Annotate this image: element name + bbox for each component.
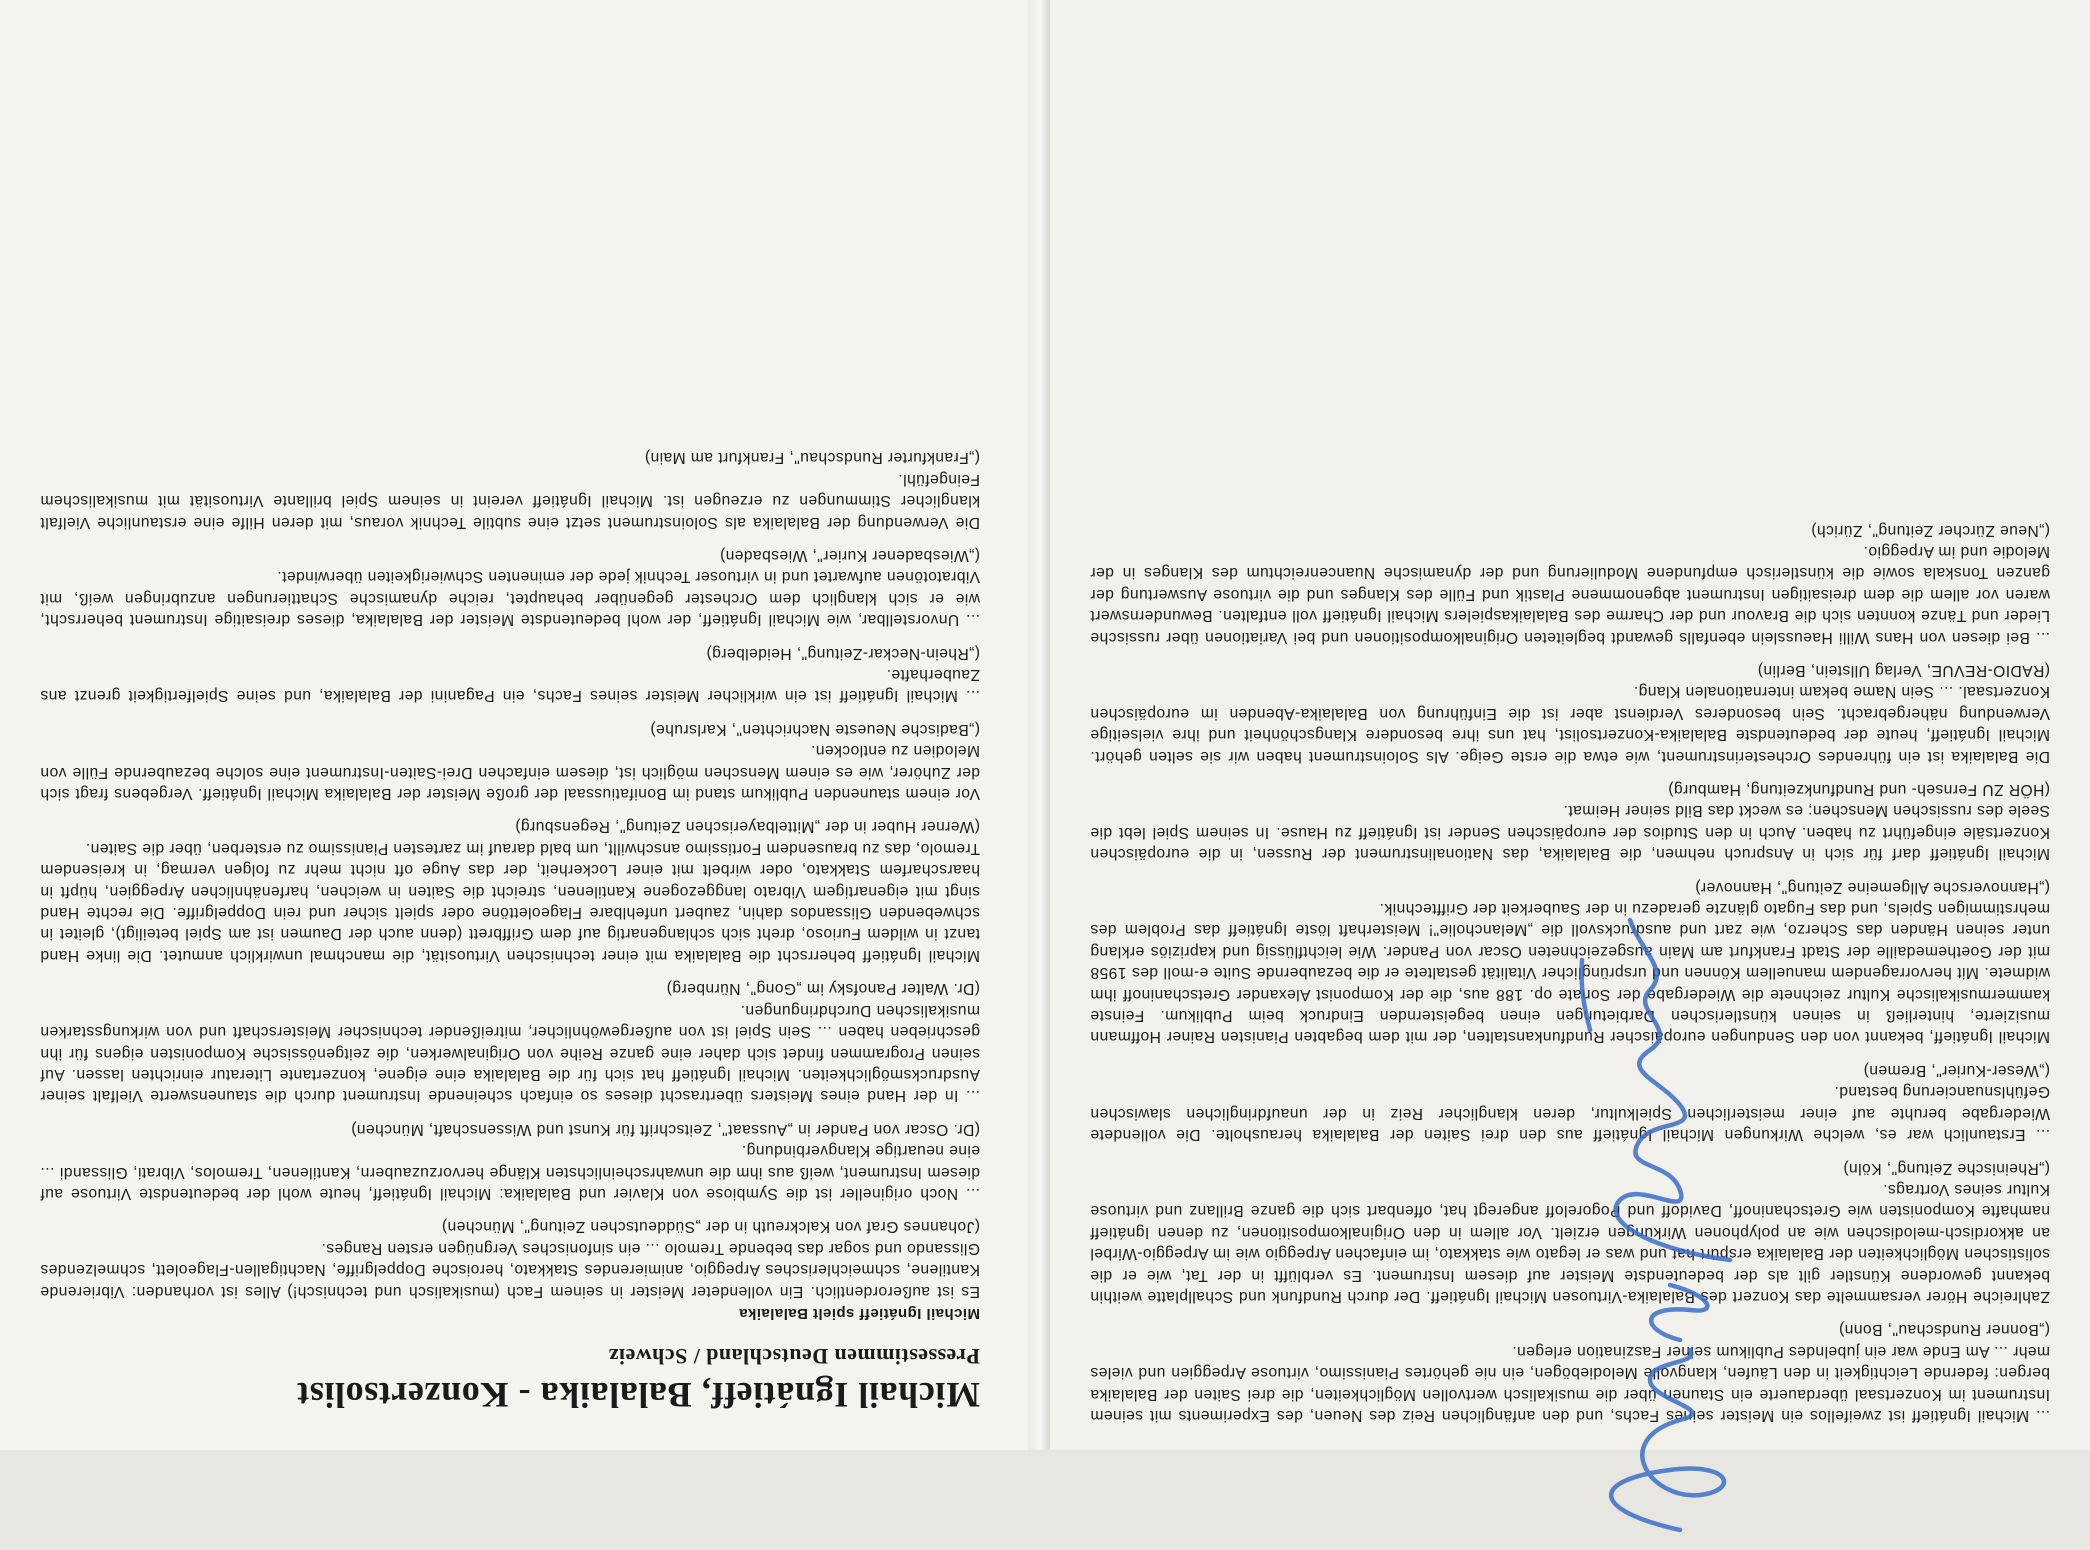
review-source: (Werner Huber in der „Mittelbayerischen Zeitung", Regensburg) xyxy=(514,818,980,836)
review-text: Michail Ignátieff darf für sich in Anspruch nehmen, die Balalaika, das Nationalinstrument der Russen, in die europäischen Konzertsäle eingeführt zu haben. Auch in den Studios der europäischen Sender ist Ignátieff zu Hause. In seinem Spiel lebt die Seele des russischen Menschen; es weckt das Bild seiner Heimat. xyxy=(1090,802,2050,863)
review-entry xyxy=(40,978,980,1106)
review-entry xyxy=(40,1118,980,1204)
review-entry xyxy=(1090,519,2050,647)
review-entry xyxy=(40,718,980,804)
review-text: ... Michail Ignátieff ist ein wirklicher Meister seines Fachs, ein Paganini der Balalaika, und seine Spielfertigkeit grenzt ans Zauberhafte. xyxy=(40,666,980,705)
review-source: („Badische Neueste Nachrichten", Karlsruhe) xyxy=(650,720,980,738)
review-entry xyxy=(1090,779,2050,865)
review-source: („Bonner Rundschau", Bonn) xyxy=(1838,1321,2050,1339)
review-text: ... Bei diesen von Hans Willi Haeusslein ebenfalls gewandt begleiteten Originalkompositionen und bei Variationen über russische Lieder und Tänze konnten sich die Bravour und der Charme des Balalaikaspielers Michail Ignátieff voll entfalten. Bewundernswert waren vor allem die dem dreisaitigen Instrument abgenommene Plastik und Fülle des Klanges und die virtuose Auswertung der ganzen Tonskala sowie die künstlerisch empfundene Modulierung und der dynamische Nuancenreichtum des Klanges in der Melodie und im Arpeggio. xyxy=(1090,542,2050,646)
review-entry xyxy=(40,816,980,966)
review-text: ... Erstaunlich war es, welche Wirkungen Michail Ignátieff aus den drei Saiten der Balalaika herausholte. Die vollendete Wiedergabe beruhte auf einer meisterlichen Spielkultur, deren klanglicher Reiz in der unaufdringlichen slawischen Gefühlsnuancierung bestand. xyxy=(1090,1083,2050,1144)
review-text: Die Verwendung der Balalaika als Soloinstrument setzt eine subtile Technik voraus, mit deren Hilfe eine erstaunliche Vielfalt klanglicher Stimmungen zu erzeugen ist. Michail Ignátieff vereint in seinem Spiel brillante Virtuosität mit musikalischem Feingefühl. xyxy=(40,470,980,531)
signature-mark xyxy=(1530,890,1790,1550)
review-source: (RADIO-REVUE, Verlag Ullstein, Berlin) xyxy=(1757,662,2050,679)
review-source: („Hannoversche Allgemeine Zeitung", Hannover) xyxy=(1694,878,2050,896)
review-source: („Rhein-Neckar-Zeitung", Heidelberg) xyxy=(706,644,980,662)
page-title: Michail Ignátieff, Balalaika - Konzertsolist xyxy=(296,1375,980,1415)
review-source: (HÖR ZU Fernseh- und Rundfunkzeitung, Hamburg) xyxy=(1667,781,2050,799)
review-text: Die Balalaika ist ein führendes Orchesterinstrument, wie etwa die erste Geige. Als Soloinstrument haben wir sie selten gehört. Michail Ignátieff, heute der bedeutendste Balalaika-Konzertsolist, hat uns ihre besondere Klangschönheit und ihre vielseitige Verwendung nähergebracht. Sein besonderes Verdienst aber ist die Einführung von Balalaika-Abenden im europäischen Konzertsaal. ... Sein Name bekam internationalen Klang. xyxy=(1090,683,2050,765)
review-entry xyxy=(40,447,980,533)
review-source: („Frankfurter Rundschau", Frankfurt am Main) xyxy=(644,449,980,467)
review-entry xyxy=(40,642,980,706)
review-text: ... In der Hand eines Meisters übertrascht dieses so einfach scheinende Instrument durch die staunenswerte Vielfalt seiner Ausdrucksmöglichkeiten. Michail Ignátieff hat sich für die Balalaika eine eigene, konzertante Literatur einrichten lassen. Auf seinen Programmen findet sich daher eine ganze Reihe von Originalwerken, die zeitgenössische Komponisten eigens für ihn geschrieben haben ... Sein Spiel ist von außergewöhnlicher, mitreißender technischer Meisterschaft und von wirkungsstarken musikalischen Durchdringungen. xyxy=(40,1001,980,1105)
section-heading: Michail Ignátieff spielt Balalaika xyxy=(738,1305,980,1322)
review-source: („Neue Zürcher Zeitung", Zürich) xyxy=(1810,521,2050,539)
page-subtitle: Pressestimmen Deutschland / Schweiz xyxy=(608,1344,980,1369)
right-reviews xyxy=(40,447,980,1302)
review-text: Zahlreiche Hörer versammelte das Konzert des Balalaika-Virtuosen Michail Ignátieff. Der durch Rundfunk und Schallplatte weithin bekannt gewordene Künstler gilt als der bedeutendste Meister auf diesem Instrument. Es verblüfft in der Tat, wie er die solistischen Möglichkeiten der Balalaika erspürt hat und was er legato wie stakkato, im einfachen Arpeggio wie im Arpeggio-Wirbel an akkordisch-melodischen wie an polyphonen Wirkungen erzielt. Vor allem in den Originalkompositionen, zu denen Ignátieff namhafte Komponisten wie Gretschaninoff, Davidoff und Pogoreloff angeregt hat, offenbart sich die ganze Brillanz und virtuose Kultur seines Vortrags. xyxy=(1090,1180,2050,1305)
review-text: ... Noch origineller ist die Symbiose von Klavier und Balalaika: Michail Ignátieff, heute wohl der bedeutendste Virtuose auf diesem Instrument, weiß aus ihm die unwahrscheinlichsten Klänge hervorzuzaubern, Kantilenen, Tremolos, Vibrati, Glissandi ... eine neuartige Klangverbindung. xyxy=(40,1142,980,1202)
review-text: Es ist außerordentlich. Ein vollendeter Meister in seinem Fach (musikalisch und technisch!) Alles ist vorhanden: Vibrierende Kantilene, schmeichlerisches Arpeggio, animierendes Stakkato, heroische Doppelgriffe, Nachtigallen-Flageolett, schmelzendes Glissando und sogar das bebende Tremolo ... ein sinfonisches Vergnügen ersten Ranges. xyxy=(40,1239,980,1300)
review-entry xyxy=(1090,660,2050,767)
review-entry xyxy=(40,545,980,631)
review-source: („Weser-Kurier", Bremen) xyxy=(1863,1061,2050,1079)
review-source: (Johannes Graf von Kalckreuth in der „Süddeutschen Zeitung", München) xyxy=(441,1218,980,1236)
review-source: (Dr. Walter Panofsky im „Gong", Nürnberg) xyxy=(666,980,980,998)
review-entry xyxy=(40,1216,980,1302)
review-text: ... Unvorstellbar, wie Michail Ignátieff, der wohl bedeutendste Meister der Balalaika, dieses dreisaitige Instrument beherrscht, wie er sich klanglich dem Orchester gegenüber behauptet, reiche dynamische Schattierungen anzubringen weiß, mit Vibratotönen aufwartet und in virtuoser Technik jede der eminenten Schwierigkeiten überwindet. xyxy=(40,568,980,629)
review-text: Michail Ignátieff, bekannt von den Sendungen europäischer Rundfunkanstalten, der mit dem begabten Pianisten Rainer Hoffmann musizierte, hinterließ in seinen künstlerischen Darbietungen einen begeisternden Eindruck beim Publikum. Feinste kammermusikalische Kultur zeichnete die Wiedergabe der Sonate op. 188 aus, die der Komponist Alexander Gretschaninoff ihm widmete. Mit hervorragendem manuellem Können und ursprünglicher Vitalität gestaltete er die bezaubernde Suite e-moll des 1958 mit der Goethemedaille der Stadt Frankfurt am Main ausgezeichneten Oscar von Pander. Wie leichtflüssig und kapriziös erklang unter seinen Händen das Scherzo, wie zart und ausdrucksvoll die „Melancholie"! Meisterhaft löste Ignátieff das Problem des mehrstimmigen Spiels, und das Fugato glänzte geradezu in der Sauberkeit der Grifftechnik. xyxy=(1090,900,2050,1046)
review-source: („Wiesbadener Kurier", Wiesbaden) xyxy=(719,547,980,564)
review-text: Michail Ignátieff beherrscht die Balalaika mit einer technischen Virtuosität, die manchmal unwirklich anmutet. Die linke Hand tanzt in wildem Furioso, dreht sich schlangenartig auf dem Griffbrett (denn auch der Daumen ist am Spiel beteiligt), gleitet in schwebenden Glissandos dahin, zaubert unfehlbare Flageolettöne oder spielt sicher und rein Doppelgriffe. Die rechte Hand singt mit eigenartigem Vibrato langgezogene Kantilenen, streicht die Saiten in weichen, harfenähnlichen Arpeggien, hüpft in haarscharfem Stakkato, oder wirbelt mit einer Lockerheit, der das Auge oft nicht mehr zu folgen vermag, in kreisendem Tremolo, das zu brausendem Fortissimo anschwillt, um bald darauf im zartesten Pianissimo zu ersterben, über die Saiten. xyxy=(40,839,980,964)
right-page xyxy=(0,0,1028,1450)
review-text: ... Michail Ignátieff ist zweifellos ein Meister seines Fachs, und den anfänglichen Reiz des Neuen, des Experiments mit seinem Instrument im Konzertsaal überdauerte ein Staunen über die musikalisch wertvollen Möglichkeiten, die drei Saiten der Balalaika bergen: federnde Leichtigkeit in den Läufen, klangvolle Melodiebögen, ein nie gehörtes Pianissimo, virtuose Arpeggien und vieles mehr ... Am Ende war ein jubelndes Publikum seiner Faszination erlegen. xyxy=(1090,1342,2050,1424)
review-text: Vor einem staunenden Publikum stand im Bonifatiussaal der große Meister der Balalaika Michail Ignátieff. Vergebens fragt sich der Zuhörer, wie es einem Menschen möglich ist, diesem einfachen Drei-Saiten-Instrument eine solche bezaubernde Fülle von Melodien zu entlocken. xyxy=(40,742,980,803)
review-source: (Dr. Oscar von Pander in „Aussaat", Zeitschrift für Kunst und Wissenschaft, München) xyxy=(350,1120,980,1138)
review-source: („Rheinische Zeitung", Köln) xyxy=(1842,1159,2050,1177)
page-fold xyxy=(1028,0,1050,1450)
